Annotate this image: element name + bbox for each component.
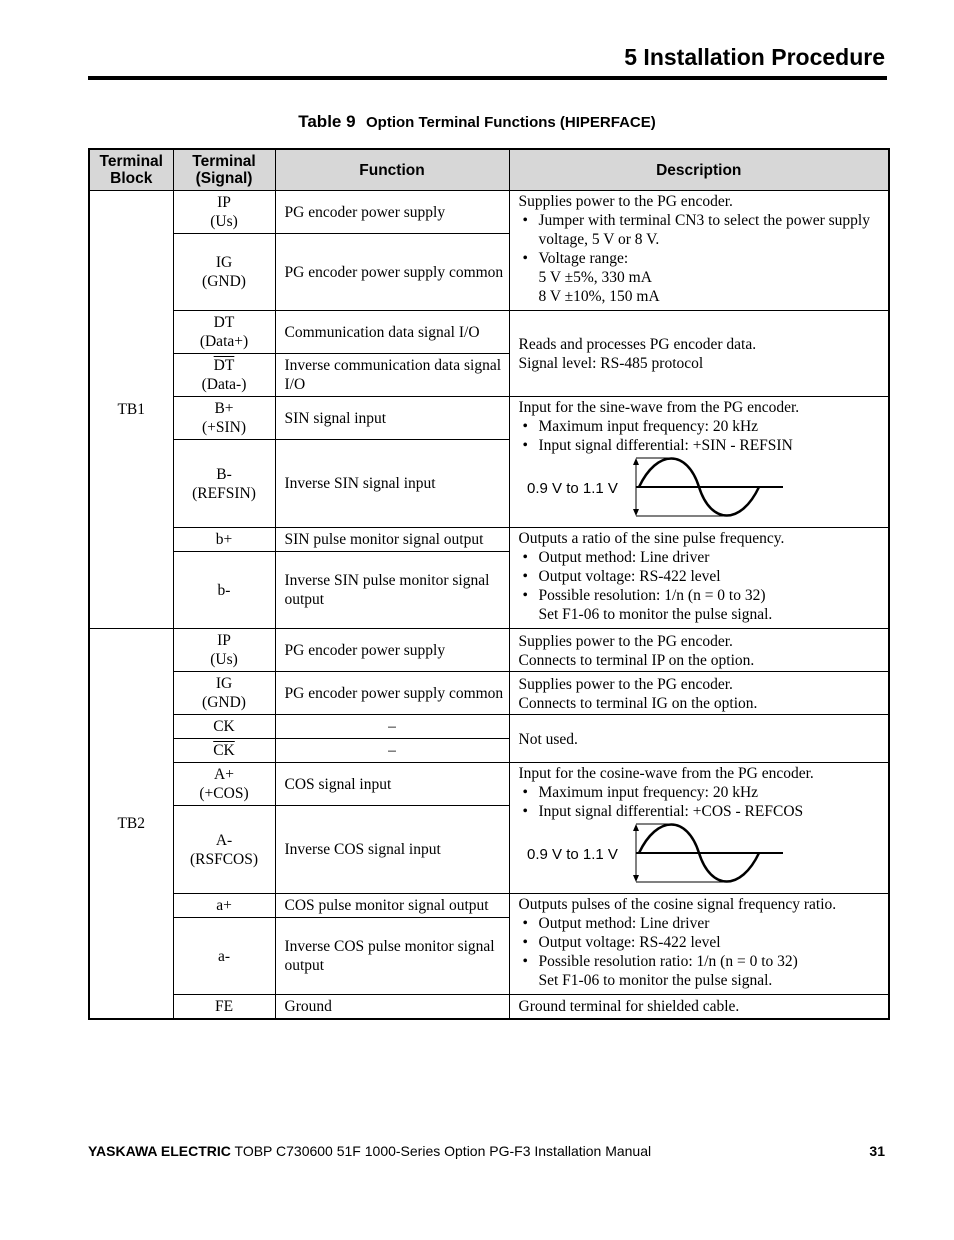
terminal-cell: a-	[173, 918, 275, 995]
function-cell: Inverse COS signal input	[275, 806, 509, 894]
terminal-cell	[173, 672, 275, 715]
terminal-signal: (Us)	[210, 213, 238, 230]
desc-bullet: • Maximum input frequency: 20 kHz	[519, 417, 885, 436]
terminal-cell: a+	[173, 894, 275, 918]
function-cell: PG encoder power supply	[275, 629, 509, 672]
header-row	[89, 149, 889, 191]
desc-bullet: • Output voltage: RS-422 level	[519, 567, 885, 586]
description-cell: Not used.	[509, 715, 889, 763]
function-cell: Communication data signal I/O	[275, 311, 509, 354]
function-cell: COS signal input	[275, 763, 509, 806]
col-header-block: Terminal Block	[89, 149, 173, 191]
voltage-line: 8 V ±10%, 150 mA	[538, 288, 660, 305]
terminal-cell: b-	[173, 552, 275, 629]
page-number: 31	[869, 1143, 885, 1159]
table-row	[89, 672, 889, 715]
desc-line: Outputs pulses of the cosine signal frequency ratio.	[518, 896, 837, 913]
desc-bullet: • Jumper with terminal CN3 to select the power supply voltage, 5 V or 8 V.	[519, 211, 885, 249]
desc-line: Connects to terminal IG on the option.	[518, 694, 758, 712]
description-cell	[509, 311, 889, 397]
desc-line: Outputs a ratio of the sine pulse frequency.	[518, 530, 785, 547]
desc-bullet-text: Possible resolution ratio: 1/n (n = 0 to 32)	[538, 953, 798, 970]
terminal-signal: (Data+)	[199, 333, 249, 350]
terminal-name: B+	[214, 400, 234, 417]
footer-brand: YASKAWA ELECTRIC	[88, 1143, 231, 1159]
col-header-function: Function	[275, 149, 509, 191]
description-cell	[509, 191, 889, 311]
desc-bullet-text: Voltage range:	[538, 250, 629, 267]
terminal-name: A-	[215, 831, 233, 849]
terminal-name: IG	[215, 675, 233, 692]
terminal-signal: (REFSIN)	[192, 484, 256, 502]
function-cell: Inverse COS pulse monitor signal output	[275, 918, 509, 995]
table-row	[89, 715, 889, 739]
function-cell: –	[275, 715, 509, 739]
desc-bullet: • Output method: Line driver	[519, 914, 885, 933]
terminal-signal: (GND)	[202, 273, 246, 290]
description-cell	[509, 763, 889, 894]
arrow-head-up	[633, 824, 639, 831]
desc-line: Input for the sine-wave from the PG encoder.	[518, 399, 800, 416]
terminal-signal: (+COS)	[199, 785, 249, 802]
terminal-name: IG	[215, 254, 233, 271]
terminal-cell: CK	[173, 715, 275, 739]
table-row	[89, 894, 889, 918]
terminal-signal: (GND)	[202, 694, 246, 711]
function-cell: –	[275, 739, 509, 763]
desc-bullet-text: Possible resolution: 1/n (n = 0 to 32)	[538, 587, 766, 604]
function-cell: SIN signal input	[275, 397, 509, 440]
terminal-signal: (+SIN)	[201, 419, 247, 436]
terminal-name: A+	[214, 766, 234, 783]
desc-bullet: • Output method: Line driver	[519, 548, 885, 567]
section-title: 5 Installation Procedure	[624, 44, 885, 70]
function-cell: Inverse SIN pulse monitor signal output	[275, 552, 509, 629]
sine-wave-figure	[519, 457, 889, 519]
terminal-cell	[173, 739, 275, 763]
wave-amplitude-label: 0.9 V to 1.1 V	[526, 480, 618, 497]
footer-manual-title	[88, 1143, 651, 1159]
terminal-cell	[173, 354, 275, 397]
terminal-block-tb2: TB2	[89, 629, 173, 1019]
header-rule	[88, 76, 887, 80]
function-cell: PG encoder power supply common	[275, 672, 509, 715]
terminal-cell	[173, 806, 275, 894]
arrow-head-up	[633, 458, 639, 465]
desc-bullet: • Input signal differential: +SIN - REFSIN	[519, 436, 885, 455]
desc-line: Supplies power to the PG encoder.	[518, 632, 733, 650]
description-cell	[509, 629, 889, 672]
desc-line: Supplies power to the PG encoder.	[518, 193, 733, 210]
terminal-cell	[173, 234, 275, 311]
table-row	[89, 311, 889, 354]
function-cell: PG encoder power supply common	[275, 234, 509, 311]
desc-line: Connects to terminal IP on the option.	[518, 651, 755, 669]
col-header-description: Description	[509, 149, 889, 191]
terminal-name: DT	[213, 314, 235, 331]
terminal-cell	[173, 763, 275, 806]
col-header-signal: Terminal (Signal)	[173, 149, 275, 191]
terminal-name-inverted: $\overline{DT}$	[213, 357, 235, 374]
desc-bullet: • Input signal differential: +COS - REFCOS	[519, 802, 885, 821]
desc-bullet	[519, 586, 885, 624]
table-title: Option Terminal Functions (HIPERFACE)	[366, 114, 656, 131]
terminal-name-inverted: $\overline{CK}$	[213, 742, 235, 759]
description-cell	[509, 528, 889, 629]
terminal-name: B-	[216, 465, 232, 483]
voltage-line: 5 V ±5%, 330 mA	[538, 269, 652, 286]
function-cell: SIN pulse monitor signal output	[275, 528, 509, 552]
desc-bullet: • Output voltage: RS-422 level	[519, 933, 885, 952]
desc-bullet-continuation: Set F1-06 to monitor the pulse signal.	[538, 972, 773, 989]
table-row	[89, 191, 889, 234]
function-cell: PG encoder power supply	[275, 191, 509, 234]
arrow-head-down	[633, 875, 639, 882]
description-cell: Ground terminal for shielded cable.	[509, 995, 889, 1019]
table-row	[89, 995, 889, 1019]
function-cell: Ground	[275, 995, 509, 1019]
description-cell	[509, 672, 889, 715]
function-cell: COS pulse monitor signal output	[275, 894, 509, 918]
terminal-signal: (Us)	[210, 651, 238, 668]
desc-bullet-continuation: Set F1-06 to monitor the pulse signal.	[538, 606, 773, 623]
terminal-cell	[173, 440, 275, 528]
table-row	[89, 397, 889, 440]
function-cell: Inverse SIN signal input	[275, 440, 509, 528]
table-row	[89, 528, 889, 552]
footer-manual: TOBP C730600 51F 1000-Series Option PG-F3 Installation Manual	[234, 1143, 652, 1159]
function-cell: Inverse communication data signal I/O	[275, 354, 509, 397]
desc-line: Supplies power to the PG encoder.	[518, 675, 733, 693]
terminal-cell: FE	[173, 995, 275, 1019]
table-number: Table 9	[298, 112, 356, 131]
table-row	[89, 629, 889, 672]
desc-bullet: • Maximum input frequency: 20 kHz	[519, 783, 885, 802]
desc-bullet	[519, 249, 885, 306]
terminal-cell	[173, 397, 275, 440]
terminal-block-tb1: TB1	[89, 191, 173, 629]
table-caption	[0, 112, 954, 132]
cosine-wave-figure	[519, 823, 889, 885]
terminal-signal: (RSFCOS)	[189, 850, 259, 868]
arrow-head-down	[633, 509, 639, 516]
desc-line: Signal level: RS-485 protocol	[518, 355, 704, 372]
terminal-name: IP	[217, 632, 231, 649]
table-row	[89, 763, 889, 806]
terminal-cell: b+	[173, 528, 275, 552]
desc-line: Input for the cosine-wave from the PG encoder.	[518, 765, 814, 782]
terminal-functions-table	[88, 148, 890, 1020]
terminal-cell	[173, 191, 275, 234]
description-cell	[509, 894, 889, 995]
terminal-cell	[173, 311, 275, 354]
wave-amplitude-label: 0.9 V to 1.1 V	[526, 846, 618, 863]
description-cell	[509, 397, 889, 528]
desc-bullet	[519, 952, 885, 990]
terminal-name: IP	[217, 194, 231, 211]
terminal-signal: (Data-)	[201, 376, 247, 393]
desc-line: Reads and processes PG encoder data.	[518, 336, 757, 353]
terminal-cell	[173, 629, 275, 672]
